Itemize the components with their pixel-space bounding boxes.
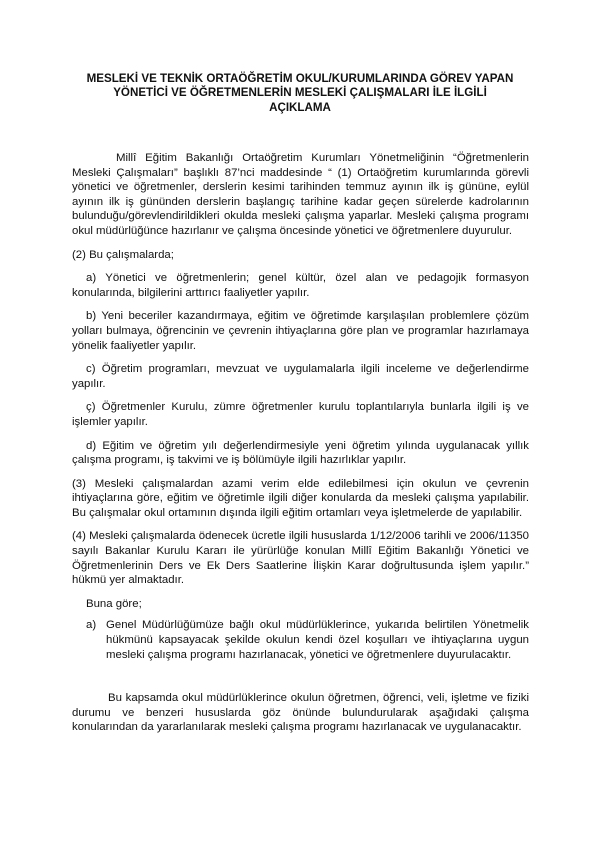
list-item: c) Öğretim programları, mevzuat ve uygulamalarla ilgili inceleme ve değerlendirme yapılır. <box>72 363 529 390</box>
closing-paragraph: Bu kapsamda okul müdürlüklerince okulun öğretmen, öğrenci, veli, işletme ve fiziki durumu ve benzeri hususlarda göz önünde bulundurularak aşağıdaki çalışma konularından da yararlanılarak mesleki çalışma programı hazırlanacak ve uygulanacaktır. <box>72 692 529 734</box>
buna-gore-label: Buna göre; <box>86 597 142 610</box>
section-4-paragraph: (4) Mesleki çalışmalarda ödenecek ücretle ilgili hususlarda 1/12/2006 tarihli ve 2006/11350 sayılı Bakanlar Kurulu Kararı ile yürürlüğe konulan Millî Eğitim Bakanlığı Yönetici ve Öğretmenlerinin Ders ve Ek Ders Saatlerine İlişkin Karar doğrultusunda işlem yapılır.” hükmü yer almaktadır. <box>72 530 529 587</box>
directive-list-item <box>72 618 529 662</box>
section-3-paragraph: (3) Mesleki çalışmalardan azami verim elde edilebilmesi için okulun ve çevrenin ihtiyaçlarına göre, eğitim ve öğretimle ilgili diğer konularda da mesleki çalışma yapılabilir. Bu çalışmalar okul ortamının dışında ilgili eğitim ortamları veya işletmelerde de yapılabilir. <box>72 477 529 519</box>
title-line: AÇIKLAMA <box>269 100 331 114</box>
list-item: b) Yeni beceriler kazandırmaya, eğitim ve öğretimde karşılaşılan problemlere çözüm yolları bulmaya, öğrencinin ve çevrenin ihtiyaçlarına göre plan ve programlar hazırlamaya yönelik faaliyetler yapılır. <box>72 310 529 352</box>
list-item: a) Yönetici ve öğretmenlerin; genel kültür, özel alan ve pedagojik formasyon konularında, bilgilerini arttırıcı faaliyetler yapılır. <box>72 272 529 299</box>
list-marker: a) <box>86 619 97 632</box>
list-item: ç) Öğretmenler Kurulu, zümre öğretmenler kurulu toplantılarıyla bunlarla ilgili iş ve işlemler yapılır. <box>72 401 529 428</box>
section-2-heading: (2) Bu çalışmalarda; <box>72 248 174 261</box>
document-title <box>70 72 530 115</box>
intro-paragraph: Millî Eğitim Bakanlığı Ortaöğretim Kurumları Yönetmeliğinin “Öğretmenlerin Mesleki Çalışmaları” başlıklı 87’nci maddesinde “ (1) Ortaöğretim kurumlarında görevli yönetici ve öğretmenler, derslerin kesimi tarihinden temmuz ayının ilk iş gününe, eylül ayının ilk iş gününden derslerin başlangıç tarihine kadar geçen sürelerde kadrolarının bulunduğu/görevlendirildikleri okulda mesleki çalışma yaparlar. Mesleki çalışma programı okul müdürlüğünce hazırlanır ve çalışma öncesinde yönetici ve öğretmenlere duyurulur. <box>72 152 529 237</box>
title-line: YÖNETİCİ VE ÖĞRETMENLERİN MESLEKİ ÇALIŞMALARI İLE İLGİLİ <box>113 86 487 100</box>
directive-text: Genel Müdürlüğümüze bağlı okul müdürlüklerince, yukarıda belirtilen Yönetmelik hükmünü kapsayacak şekilde okulun kendi özel koşulları ve ihtiyaçlarına uygun mesleki çalışma programı hazırlanacak, yönetici ve öğretmenlere duyurulacaktır. <box>106 619 529 661</box>
list-item: d) Eğitim ve öğretim yılı değerlendirmesiyle yeni öğretim yılında uygulanacak yıllık çalışma programı, iş takvimi ve iş bölümüyle ilgili hazırlıklar yapılır. <box>72 439 529 467</box>
document-body <box>72 151 529 735</box>
title-line: MESLEKİ VE TEKNİK ORTAÖĞRETİM OKUL/KURUMLARINDA GÖREV YAPAN <box>86 72 514 85</box>
